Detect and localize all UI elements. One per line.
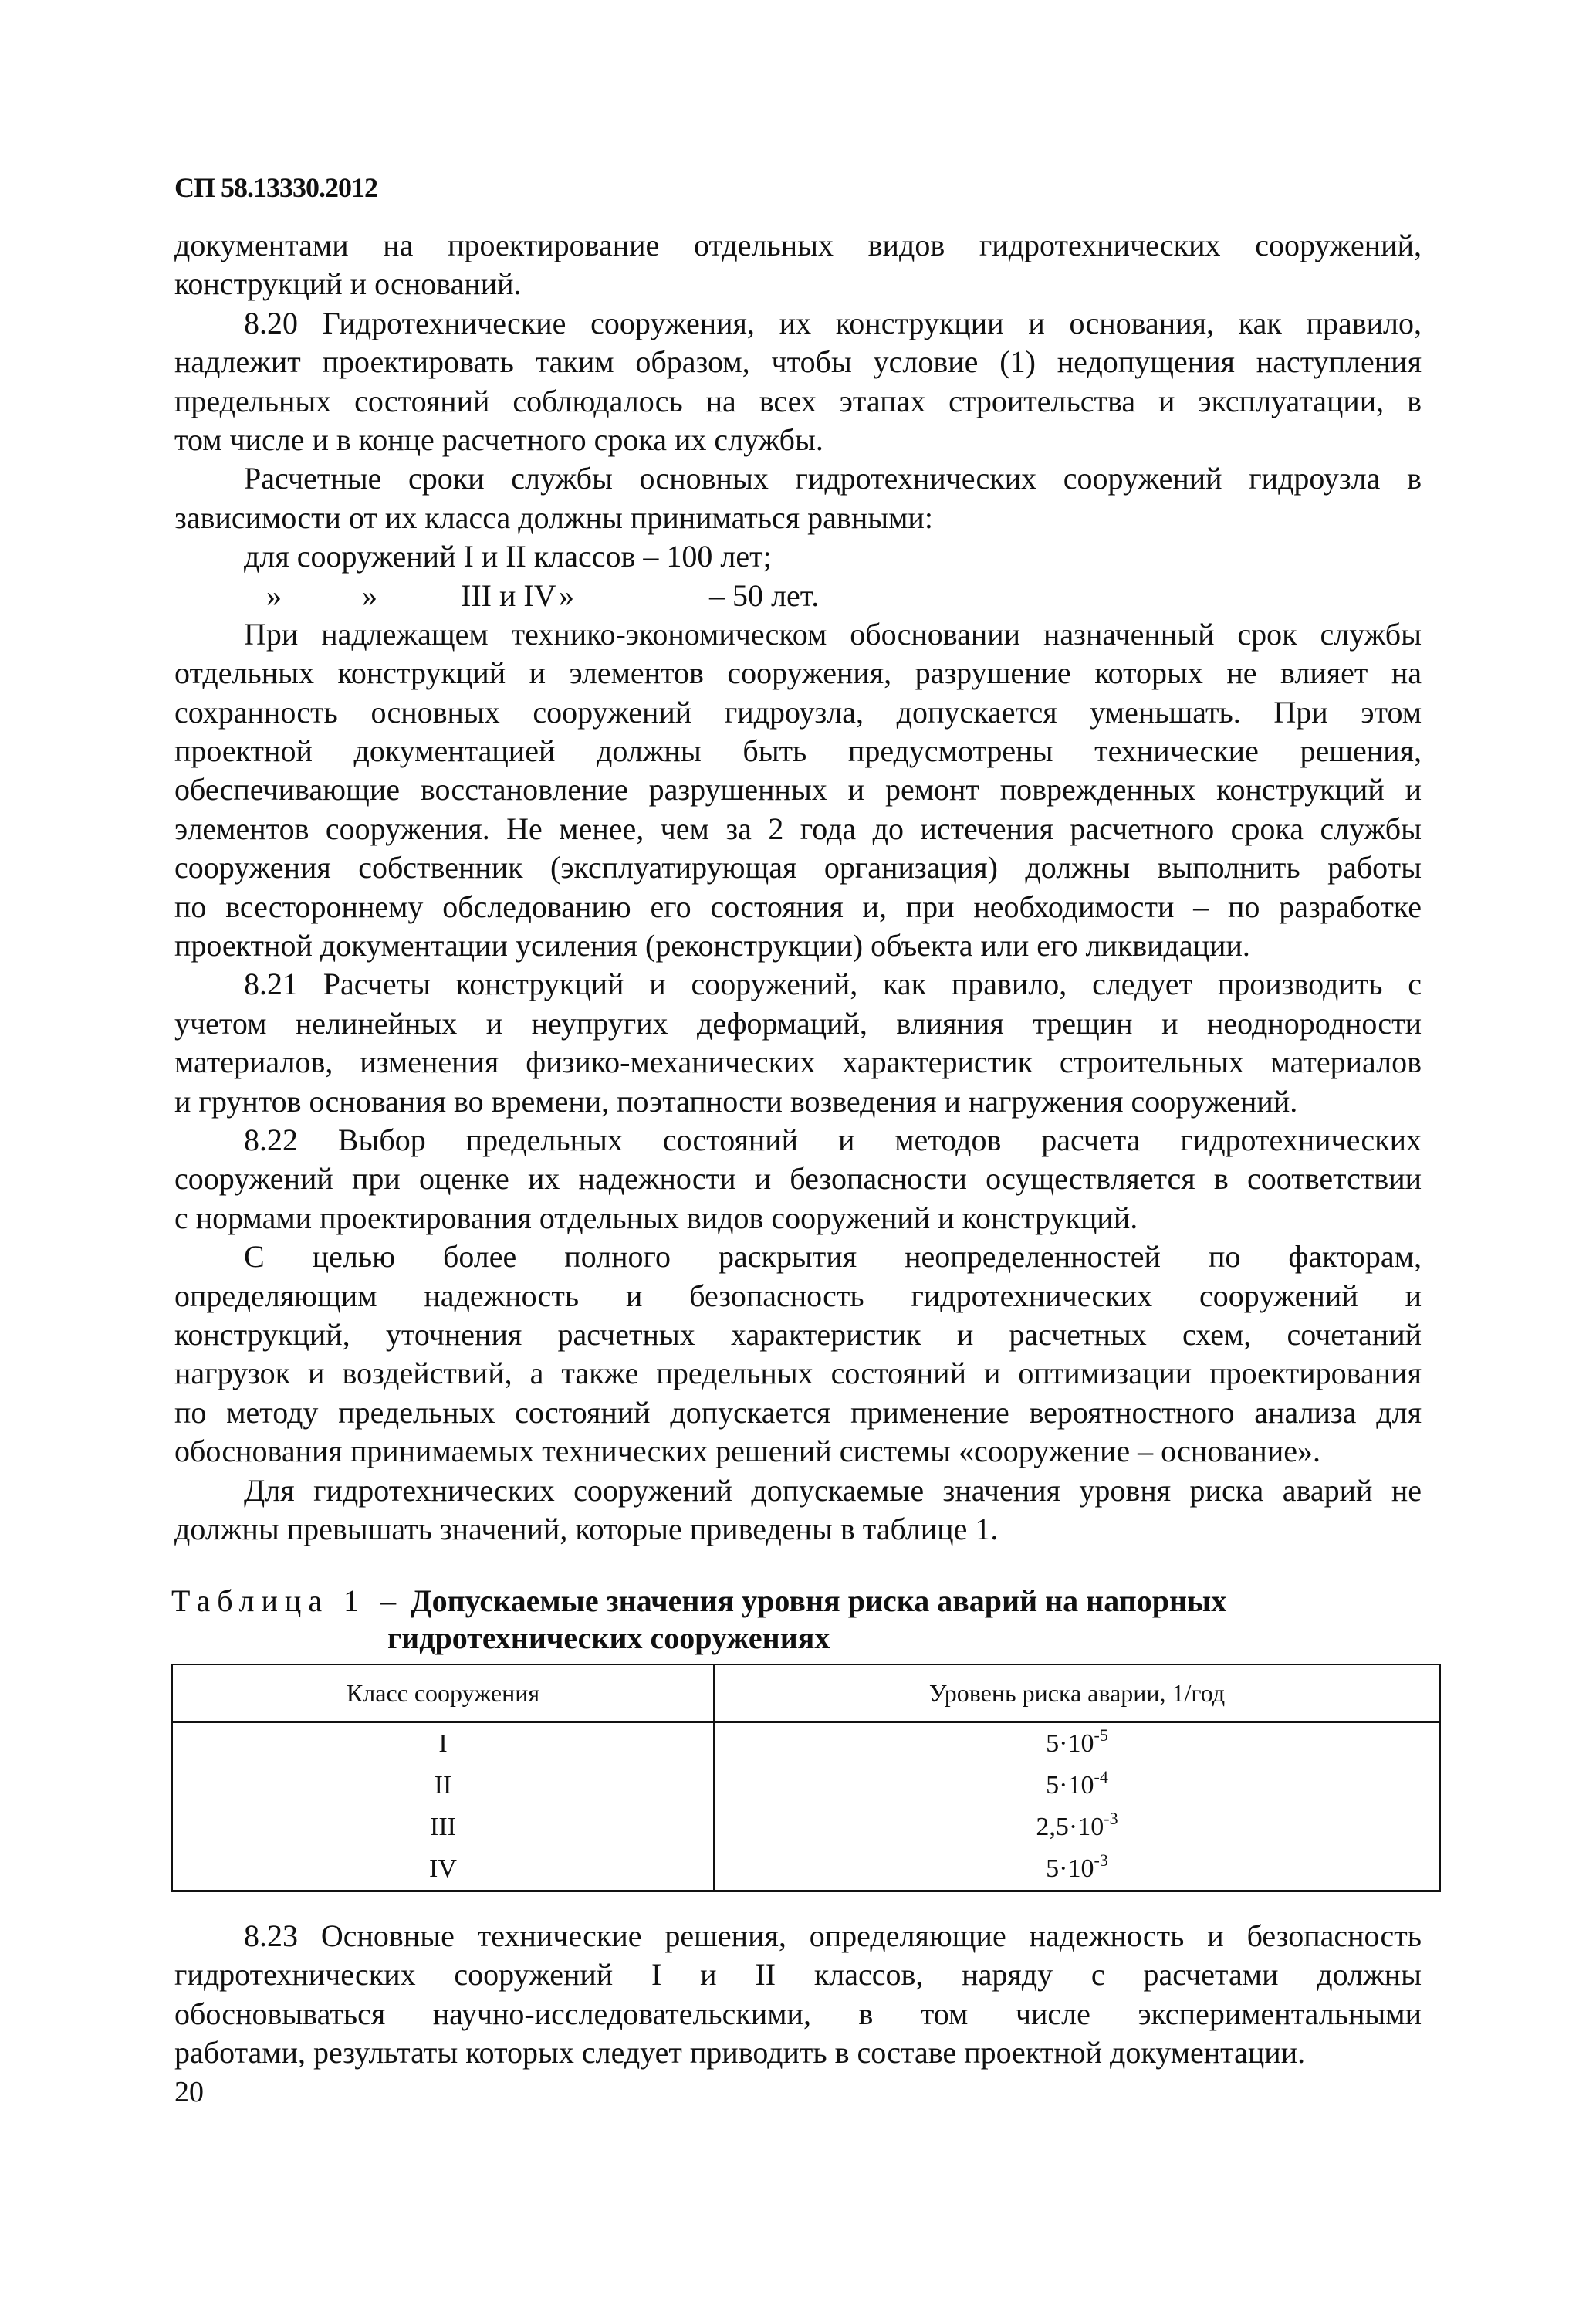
text-line: учетом нелинейных и неупругих деформаций, влияния трещин и неоднородности [174, 1005, 1422, 1041]
text-line: сооружения собственник (эксплуатирующая организация) должны выполнить работы [174, 850, 1422, 885]
table-caption [171, 1583, 1226, 1657]
table-row [172, 1806, 1440, 1848]
text-line: документами на проектирование отдельных видов гидротехнических сооружений, [174, 228, 1422, 262]
paragraphs-group-2 [174, 615, 1422, 1549]
text-line: должны превышать значений, которые приведены в таблице 1. [174, 1511, 999, 1546]
paragraph [174, 615, 1422, 966]
table-title-line-2: гидротехнических сооружениях [387, 1620, 830, 1655]
text-line: обеспечивающие восстановление разрушенных и ремонт поврежденных конструкций и [174, 772, 1422, 808]
service-life-line-2 [174, 577, 1422, 615]
class-cell: I [172, 1722, 714, 1766]
risk-cell [714, 1848, 1440, 1891]
document-code-header: СП 58.13330.2012 [174, 172, 377, 203]
page-number: 20 [174, 2076, 204, 2108]
text-line: сооружений при оценке их надежности и безопасности осуществляется в соответствии [174, 1161, 1422, 1197]
risk-exponent: -3 [1094, 1850, 1108, 1870]
text-line: 8.21 Расчеты конструкций и сооружений, как правило, следует производить с [244, 967, 1422, 1002]
paragraph [174, 965, 1422, 1121]
text-line: конструкций и оснований. [174, 266, 522, 302]
paragraph [174, 459, 1422, 537]
text-line: 8.20 Гидротехнические сооружения, их конструкции и основания, как правило, [244, 305, 1422, 340]
service-life-classes: III и IV [461, 577, 556, 613]
text-line: конструкций, уточнения расчетных характеристик и расчетных схем, сочетаний [174, 1316, 1422, 1352]
class-cell: IV [172, 1848, 714, 1891]
table-row [172, 1765, 1440, 1806]
risk-mantissa: 5·10 [1046, 1729, 1094, 1758]
text-line: проектной документацией должны быть предусмотрены технические решения, [174, 733, 1422, 769]
text-line: проектной документации усиления (реконструкции) объекта или его ликвидации. [174, 928, 1250, 963]
text-line: гидротехнических сооружений I и II классов, наряду с расчетами должны [174, 1957, 1422, 1993]
service-life-class-1-2: для сооружений I и II классов – 100 лет; [244, 539, 772, 574]
risk-cell [714, 1722, 1440, 1766]
column-header-risk: Уровень риска аварии, 1/год [714, 1664, 1440, 1722]
text-line: Для гидротехнических сооружений допускаемые значения уровня риска аварий не [244, 1472, 1422, 1508]
text-line: сохранность основных сооружений гидроузла, допускается уменьшать. При этом [174, 694, 1422, 730]
risk-level-table [171, 1664, 1441, 1892]
text-line: нагрузок и воздействий, а также предельных состояний и оптимизации проектирования [174, 1356, 1422, 1391]
text-line: 8.23 Основные технические решения, определяющие надежность и безопасность [244, 1918, 1422, 1953]
text-line: по всестороннему обследованию его состояния и, при необходимости – по разработке [174, 889, 1422, 924]
text-line: С целью более полного раскрытия неопределенностей по факторам, [244, 1239, 1422, 1275]
text-line: надлежит проектировать таким образом, чтобы условие (1) недопущения наступления [174, 344, 1422, 380]
risk-cell [714, 1806, 1440, 1848]
paragraphs-group-1 [174, 226, 1422, 537]
text-line: и грунтов основания во времени, поэтапности возведения и нагружения сооружений. [174, 1083, 1298, 1119]
text-line: отдельных конструкций и элементов сооружения, разрушение которых не влияет на [174, 655, 1422, 691]
text-line: том числе и в конце расчетного срока их службы. [174, 422, 823, 457]
ditto-mark: » [266, 577, 282, 613]
ditto-mark: » [362, 577, 377, 613]
class-cell: III [172, 1806, 714, 1848]
risk-cell [714, 1765, 1440, 1806]
text-line: 8.22 Выбор предельных состояний и методов расчета гидротехнических [244, 1122, 1422, 1157]
paragraph [174, 1238, 1422, 1471]
paragraph [174, 1471, 1422, 1549]
class-cell: II [172, 1765, 714, 1806]
text-line: предельных состояний соблюдалось на всех этапах строительства и эксплуатации, в [174, 383, 1422, 418]
text-line: Расчетные сроки службы основных гидротехнических сооружений гидроузла в [244, 461, 1422, 496]
risk-mantissa: 2,5·10 [1036, 1813, 1104, 1841]
ditto-mark: » [559, 577, 574, 613]
table-header-row [172, 1664, 1440, 1722]
service-life-line-1 [174, 537, 1422, 576]
text-line: обосновываться научно-исследовательскими, в том числе экспериментальными [174, 1996, 1422, 2031]
service-life-value: – 50 лет. [709, 577, 820, 613]
column-header-class: Класс сооружения [172, 1664, 714, 1722]
paragraph-8-23 [174, 1917, 1422, 2073]
risk-exponent: -4 [1094, 1767, 1108, 1786]
table-label: Таблица 1 – [171, 1583, 404, 1618]
paragraph [174, 226, 1422, 304]
text-line: по методу предельных состояний допускается применение вероятностного анализа для [174, 1394, 1422, 1430]
paragraph [174, 304, 1422, 460]
risk-exponent: -3 [1104, 1809, 1118, 1828]
text-line: материалов, изменения физико-механических характеристик строительных материалов [174, 1045, 1422, 1080]
text-line: При надлежащем технико-экономическом обосновании назначенный срок службы [244, 616, 1422, 652]
risk-exponent: -5 [1094, 1725, 1108, 1745]
body-text [174, 226, 1422, 1549]
paragraph [174, 1121, 1422, 1238]
table-row [172, 1722, 1440, 1766]
text-line: обоснования принимаемых технических решений системы «сооружение – основание». [174, 1434, 1320, 1469]
table-title-line-1: Допускаемые значения уровня риска аварий на напорных [411, 1583, 1227, 1618]
risk-mantissa: 5·10 [1046, 1771, 1094, 1800]
text-line: определяющим надежность и безопасность гидротехнических сооружений и [174, 1278, 1422, 1313]
table-row [172, 1848, 1440, 1891]
text-line: элементов сооружения. Не менее, чем за 2 года до истечения расчетного срока службы [174, 811, 1422, 846]
text-line: зависимости от их класса должны приниматься равными: [174, 499, 933, 535]
risk-mantissa: 5·10 [1046, 1854, 1094, 1883]
text-line: работами, результаты которых следует приводить в составе проектной документации. [174, 2035, 1306, 2071]
text-line: с нормами проектирования отдельных видов сооружений и конструкций. [174, 1200, 1138, 1235]
